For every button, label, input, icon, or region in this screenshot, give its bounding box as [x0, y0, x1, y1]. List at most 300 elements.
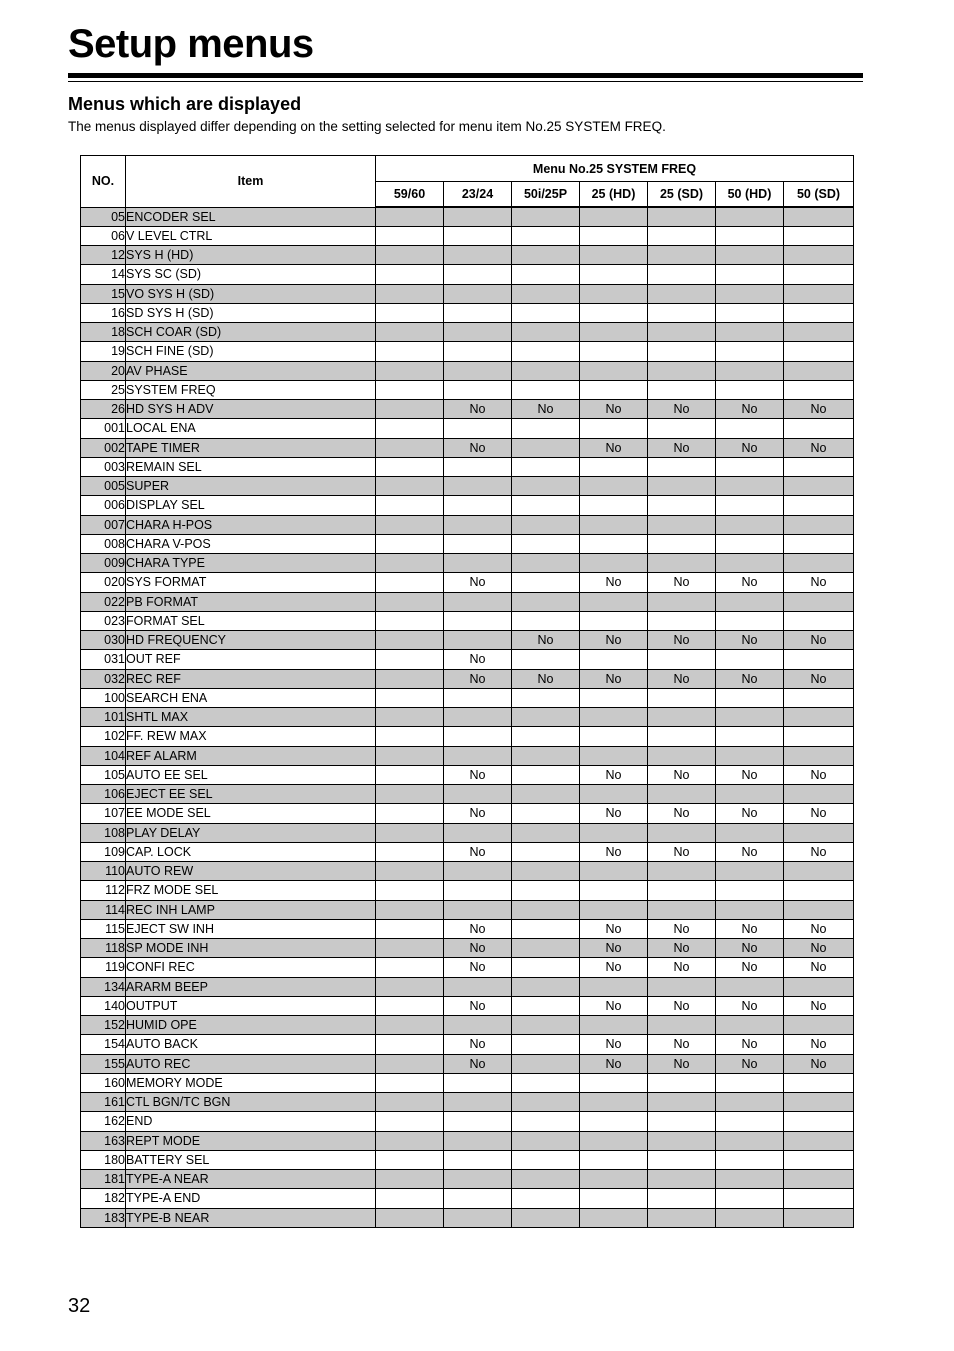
freq-value-cell: [376, 496, 444, 515]
freq-value-cell: [512, 1189, 580, 1208]
freq-value-cell: [716, 207, 784, 226]
table-row: [81, 265, 854, 284]
table-row: [81, 785, 854, 804]
freq-value-cell: [716, 226, 784, 245]
header-no: NO.: [81, 156, 126, 208]
freq-value-cell: [784, 380, 854, 399]
freq-value-cell: [648, 785, 716, 804]
menu-item-cell: MEMORY MODE: [126, 1073, 376, 1092]
menu-number-cell: 105: [81, 765, 126, 784]
freq-value-cell: [444, 1131, 512, 1150]
freq-value-cell: [444, 611, 512, 630]
table-row: [81, 1208, 854, 1227]
freq-value-cell: [580, 862, 648, 881]
freq-value-cell: [580, 611, 648, 630]
menu-number-cell: 152: [81, 1016, 126, 1035]
freq-value-cell: [784, 534, 854, 553]
freq-value-cell: No: [648, 996, 716, 1015]
freq-value-cell: [512, 1016, 580, 1035]
freq-value-cell: No: [716, 669, 784, 688]
freq-value-cell: [376, 977, 444, 996]
menu-number-cell: 106: [81, 785, 126, 804]
menu-item-cell: SYS H (HD): [126, 246, 376, 265]
freq-value-cell: [716, 496, 784, 515]
freq-value-cell: [512, 207, 580, 226]
table-row: [81, 361, 854, 380]
freq-value-cell: [784, 477, 854, 496]
menu-item-cell: REC INH LAMP: [126, 900, 376, 919]
freq-value-cell: [648, 823, 716, 842]
menu-item-cell: EE MODE SEL: [126, 804, 376, 823]
menu-item-cell: EJECT EE SEL: [126, 785, 376, 804]
freq-value-cell: [444, 323, 512, 342]
freq-value-cell: [444, 380, 512, 399]
freq-value-cell: [512, 284, 580, 303]
menu-number-cell: 107: [81, 804, 126, 823]
freq-value-cell: [444, 631, 512, 650]
freq-value-cell: [648, 303, 716, 322]
freq-value-cell: No: [784, 438, 854, 457]
freq-value-cell: [784, 226, 854, 245]
freq-value-cell: [580, 207, 648, 226]
freq-value-cell: [784, 554, 854, 573]
title-rule-thin: [68, 81, 863, 82]
freq-value-cell: [580, 515, 648, 534]
menu-number-cell: 26: [81, 400, 126, 419]
freq-value-cell: No: [444, 438, 512, 457]
menu-number-cell: 002: [81, 438, 126, 457]
freq-value-cell: [784, 323, 854, 342]
menu-number-cell: 001: [81, 419, 126, 438]
freq-value-cell: [648, 361, 716, 380]
freq-value-cell: [784, 592, 854, 611]
freq-value-cell: [716, 323, 784, 342]
freq-value-cell: No: [444, 996, 512, 1015]
freq-value-cell: [648, 1093, 716, 1112]
table-row: [81, 1189, 854, 1208]
freq-value-cell: No: [716, 996, 784, 1015]
title-rule-thick: [68, 73, 863, 78]
freq-value-cell: [376, 881, 444, 900]
freq-value-cell: [376, 534, 444, 553]
table-row: [81, 1093, 854, 1112]
freq-value-cell: [512, 939, 580, 958]
freq-value-cell: [580, 1112, 648, 1131]
freq-value-cell: [716, 457, 784, 476]
menu-number-cell: 108: [81, 823, 126, 842]
menu-item-cell: SCH COAR (SD): [126, 323, 376, 342]
freq-value-cell: [512, 919, 580, 938]
menu-item-cell: LOCAL ENA: [126, 419, 376, 438]
freq-value-cell: [376, 1170, 444, 1189]
menu-item-cell: CHARA TYPE: [126, 554, 376, 573]
freq-value-cell: [512, 1208, 580, 1227]
table-row: [81, 342, 854, 361]
freq-value-cell: [716, 380, 784, 399]
freq-value-cell: [784, 881, 854, 900]
menu-item-cell: HD SYS H ADV: [126, 400, 376, 419]
freq-value-cell: [444, 342, 512, 361]
freq-value-cell: [648, 592, 716, 611]
freq-value-cell: [716, 1170, 784, 1189]
freq-value-cell: [716, 1093, 784, 1112]
freq-value-cell: No: [444, 650, 512, 669]
menu-item-cell: CAP. LOCK: [126, 842, 376, 861]
table-row: [81, 246, 854, 265]
freq-value-cell: No: [580, 1054, 648, 1073]
menu-number-cell: 06: [81, 226, 126, 245]
freq-value-cell: [444, 1073, 512, 1092]
freq-value-cell: [716, 534, 784, 553]
freq-value-cell: [784, 207, 854, 226]
freq-value-cell: [444, 534, 512, 553]
freq-value-cell: [512, 1073, 580, 1092]
header-col-23-24: 23/24: [444, 182, 512, 208]
freq-value-cell: No: [444, 842, 512, 861]
menu-number-cell: 162: [81, 1112, 126, 1131]
table-row: [81, 1112, 854, 1131]
freq-value-cell: [376, 419, 444, 438]
menu-number-cell: 031: [81, 650, 126, 669]
freq-value-cell: [580, 419, 648, 438]
freq-value-cell: [580, 1170, 648, 1189]
table-row: [81, 842, 854, 861]
freq-value-cell: [716, 361, 784, 380]
freq-value-cell: [376, 400, 444, 419]
freq-value-cell: [376, 573, 444, 592]
intro-text: The menus displayed differ depending on the setting selected for menu item No.25 SYSTEM FREQ.: [68, 119, 666, 134]
table-row: [81, 207, 854, 226]
header-system-freq-group: Menu No.25 SYSTEM FREQ: [376, 156, 854, 182]
freq-value-cell: [716, 265, 784, 284]
freq-value-cell: No: [580, 765, 648, 784]
menu-item-cell: TYPE-A END: [126, 1189, 376, 1208]
freq-value-cell: [444, 419, 512, 438]
freq-value-cell: [648, 1150, 716, 1169]
menu-number-cell: 101: [81, 708, 126, 727]
freq-value-cell: [784, 496, 854, 515]
menu-item-cell: VO SYS H (SD): [126, 284, 376, 303]
freq-value-cell: [716, 1016, 784, 1035]
freq-value-cell: [444, 361, 512, 380]
table-row: [81, 1035, 854, 1054]
freq-value-cell: [716, 708, 784, 727]
freq-value-cell: [512, 1170, 580, 1189]
freq-value-cell: [444, 823, 512, 842]
menu-number-cell: 009: [81, 554, 126, 573]
freq-value-cell: No: [580, 804, 648, 823]
freq-value-cell: [512, 361, 580, 380]
menu-number-cell: 119: [81, 958, 126, 977]
menu-item-cell: CONFI REC: [126, 958, 376, 977]
menu-number-cell: 134: [81, 977, 126, 996]
freq-value-cell: [512, 996, 580, 1015]
freq-value-cell: No: [716, 919, 784, 938]
freq-value-cell: [716, 477, 784, 496]
freq-value-cell: [512, 573, 580, 592]
freq-value-cell: No: [716, 804, 784, 823]
freq-value-cell: [648, 496, 716, 515]
header-col-50i-25p: 50i/25P: [512, 182, 580, 208]
freq-value-cell: [784, 284, 854, 303]
freq-value-cell: [512, 881, 580, 900]
freq-value-cell: No: [648, 919, 716, 938]
menu-number-cell: 161: [81, 1093, 126, 1112]
freq-value-cell: [580, 303, 648, 322]
freq-value-cell: No: [648, 573, 716, 592]
table-row: [81, 823, 854, 842]
table-row: [81, 284, 854, 303]
freq-value-cell: [580, 284, 648, 303]
freq-value-cell: [512, 477, 580, 496]
table-row: [81, 611, 854, 630]
table-row: [81, 650, 854, 669]
freq-value-cell: [376, 592, 444, 611]
freq-value-cell: No: [648, 1054, 716, 1073]
menu-item-cell: AUTO BACK: [126, 1035, 376, 1054]
freq-value-cell: No: [716, 1054, 784, 1073]
freq-value-cell: No: [716, 1035, 784, 1054]
freq-value-cell: [512, 496, 580, 515]
freq-value-cell: [580, 746, 648, 765]
menu-item-cell: FORMAT SEL: [126, 611, 376, 630]
menu-item-cell: FF. REW MAX: [126, 727, 376, 746]
freq-value-cell: [580, 361, 648, 380]
freq-value-cell: [376, 1112, 444, 1131]
freq-value-cell: No: [580, 1035, 648, 1054]
freq-value-cell: [648, 380, 716, 399]
menu-number-cell: 003: [81, 457, 126, 476]
freq-value-cell: [580, 342, 648, 361]
freq-value-cell: [648, 1208, 716, 1227]
table-row: [81, 996, 854, 1015]
menu-number-cell: 112: [81, 881, 126, 900]
freq-value-cell: [580, 554, 648, 573]
freq-value-cell: [376, 1035, 444, 1054]
table-row: [81, 631, 854, 650]
menu-item-cell: V LEVEL CTRL: [126, 226, 376, 245]
freq-value-cell: No: [580, 958, 648, 977]
freq-value-cell: [648, 900, 716, 919]
freq-value-cell: [716, 1073, 784, 1092]
freq-value-cell: [512, 611, 580, 630]
freq-value-cell: [648, 1016, 716, 1035]
freq-value-cell: [648, 1073, 716, 1092]
freq-value-cell: [512, 515, 580, 534]
freq-value-cell: No: [784, 669, 854, 688]
freq-value-cell: [580, 1150, 648, 1169]
table-row: [81, 419, 854, 438]
menu-number-cell: 25: [81, 380, 126, 399]
freq-value-cell: [512, 303, 580, 322]
freq-value-cell: [376, 862, 444, 881]
table-row: [81, 1170, 854, 1189]
freq-value-cell: No: [444, 939, 512, 958]
freq-value-cell: [580, 650, 648, 669]
freq-value-cell: [716, 611, 784, 630]
menu-number-cell: 100: [81, 688, 126, 707]
freq-value-cell: [376, 939, 444, 958]
freq-value-cell: [716, 862, 784, 881]
freq-value-cell: [784, 1093, 854, 1112]
menu-item-cell: AUTO EE SEL: [126, 765, 376, 784]
freq-value-cell: No: [444, 958, 512, 977]
freq-value-cell: [648, 862, 716, 881]
table-row: [81, 727, 854, 746]
freq-value-cell: No: [648, 842, 716, 861]
freq-value-cell: No: [512, 400, 580, 419]
freq-value-cell: [512, 265, 580, 284]
freq-value-cell: [580, 246, 648, 265]
freq-value-cell: [512, 342, 580, 361]
freq-value-cell: [376, 284, 444, 303]
table-row: [81, 323, 854, 342]
freq-value-cell: [376, 631, 444, 650]
menu-number-cell: 008: [81, 534, 126, 553]
freq-value-cell: [376, 611, 444, 630]
freq-value-cell: [648, 534, 716, 553]
menu-item-cell: REC REF: [126, 669, 376, 688]
freq-value-cell: [512, 958, 580, 977]
freq-value-cell: No: [648, 438, 716, 457]
menu-item-cell: SEARCH ENA: [126, 688, 376, 707]
freq-value-cell: [648, 688, 716, 707]
freq-value-cell: [784, 1131, 854, 1150]
freq-value-cell: [376, 708, 444, 727]
freq-value-cell: [512, 592, 580, 611]
page-title: Setup menus: [68, 22, 314, 66]
freq-value-cell: No: [444, 919, 512, 938]
menu-item-cell: ARARM BEEP: [126, 977, 376, 996]
freq-value-cell: [376, 457, 444, 476]
menu-number-cell: 007: [81, 515, 126, 534]
section-title: Menus which are displayed: [68, 94, 302, 114]
freq-value-cell: [784, 1208, 854, 1227]
freq-value-cell: [784, 862, 854, 881]
menu-item-cell: PLAY DELAY: [126, 823, 376, 842]
freq-value-cell: No: [512, 631, 580, 650]
table-row: [81, 438, 854, 457]
freq-value-cell: [716, 1208, 784, 1227]
menu-item-cell: TAPE TIMER: [126, 438, 376, 457]
freq-value-cell: [444, 515, 512, 534]
freq-value-cell: [580, 457, 648, 476]
table-row: [81, 303, 854, 322]
freq-value-cell: [580, 785, 648, 804]
freq-value-cell: [512, 708, 580, 727]
freq-value-cell: [512, 977, 580, 996]
freq-value-cell: [444, 1150, 512, 1169]
freq-value-cell: [648, 977, 716, 996]
menu-number-cell: 023: [81, 611, 126, 630]
freq-value-cell: [512, 438, 580, 457]
menu-item-cell: SUPER: [126, 477, 376, 496]
table-row: [81, 804, 854, 823]
menu-number-cell: 118: [81, 939, 126, 958]
table-row: [81, 765, 854, 784]
freq-value-cell: [444, 477, 512, 496]
freq-value-cell: [648, 323, 716, 342]
freq-value-cell: [444, 900, 512, 919]
freq-value-cell: [444, 246, 512, 265]
freq-value-cell: [784, 977, 854, 996]
menu-item-cell: REPT MODE: [126, 1131, 376, 1150]
freq-value-cell: [648, 611, 716, 630]
freq-value-cell: [444, 554, 512, 573]
menu-number-cell: 160: [81, 1073, 126, 1092]
menu-number-cell: 110: [81, 862, 126, 881]
freq-value-cell: No: [444, 804, 512, 823]
freq-value-cell: [580, 881, 648, 900]
menu-item-cell: FRZ MODE SEL: [126, 881, 376, 900]
freq-value-cell: [444, 284, 512, 303]
table-row: [81, 900, 854, 919]
freq-value-cell: [512, 554, 580, 573]
freq-value-cell: [376, 746, 444, 765]
table-row: [81, 746, 854, 765]
freq-value-cell: [512, 380, 580, 399]
menu-item-cell: ENCODER SEL: [126, 207, 376, 226]
freq-value-cell: [648, 1189, 716, 1208]
freq-value-cell: [444, 862, 512, 881]
freq-value-cell: [444, 746, 512, 765]
freq-value-cell: No: [784, 631, 854, 650]
freq-value-cell: [444, 785, 512, 804]
freq-value-cell: No: [784, 765, 854, 784]
freq-value-cell: [512, 688, 580, 707]
freq-value-cell: No: [648, 765, 716, 784]
freq-value-cell: [512, 746, 580, 765]
freq-value-cell: [648, 477, 716, 496]
freq-value-cell: [784, 457, 854, 476]
freq-value-cell: [784, 361, 854, 380]
freq-value-cell: [376, 669, 444, 688]
freq-value-cell: [376, 650, 444, 669]
menu-item-cell: HUMID OPE: [126, 1016, 376, 1035]
menu-number-cell: 030: [81, 631, 126, 650]
menu-number-cell: 15: [81, 284, 126, 303]
freq-value-cell: [376, 765, 444, 784]
menu-number-cell: 155: [81, 1054, 126, 1073]
freq-value-cell: No: [784, 804, 854, 823]
freq-value-cell: [648, 1131, 716, 1150]
menu-item-cell: SYS FORMAT: [126, 573, 376, 592]
freq-value-cell: [376, 438, 444, 457]
freq-value-cell: No: [580, 919, 648, 938]
menu-number-cell: 182: [81, 1189, 126, 1208]
freq-value-cell: [784, 1170, 854, 1189]
freq-value-cell: [376, 265, 444, 284]
freq-value-cell: [376, 1189, 444, 1208]
freq-value-cell: [376, 303, 444, 322]
freq-value-cell: [648, 226, 716, 245]
table-row: [81, 573, 854, 592]
freq-value-cell: [444, 688, 512, 707]
freq-value-cell: [376, 1131, 444, 1150]
freq-value-cell: [716, 592, 784, 611]
freq-value-cell: No: [784, 939, 854, 958]
freq-value-cell: [376, 842, 444, 861]
freq-value-cell: [376, 919, 444, 938]
menu-item-cell: TYPE-B NEAR: [126, 1208, 376, 1227]
menu-item-cell: TYPE-A NEAR: [126, 1170, 376, 1189]
header-col-25-sd: 25 (SD): [648, 182, 716, 208]
freq-value-cell: [716, 727, 784, 746]
freq-value-cell: [648, 727, 716, 746]
freq-value-cell: [716, 419, 784, 438]
menu-number-cell: 180: [81, 1150, 126, 1169]
freq-value-cell: [784, 650, 854, 669]
